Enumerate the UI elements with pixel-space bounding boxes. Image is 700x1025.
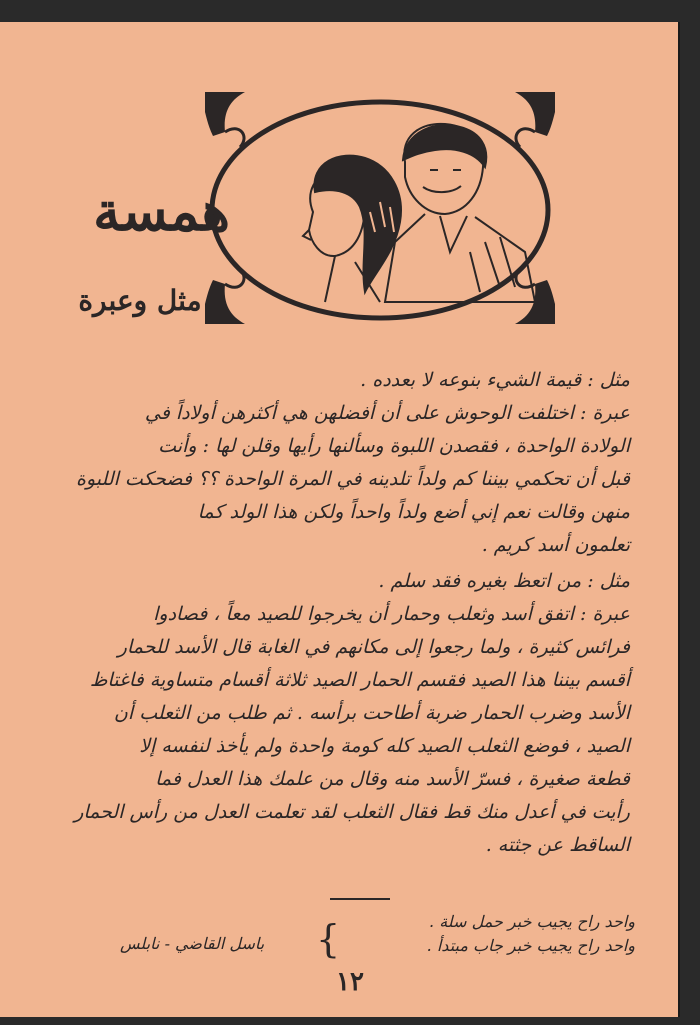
author-credit: باسل القاضي - نابلس [120, 934, 265, 953]
boy-drawing [385, 124, 535, 302]
article-body [48, 364, 630, 862]
text-line: فرائس كثيرة ، ولما رجعوا إلى مكانهم في الغابة قال الأسد للحمار [117, 636, 630, 658]
text-line: مثل : من اتعظ بغيره فقد سلم . [378, 570, 630, 592]
girl-drawing [303, 156, 401, 302]
text-line: أقسم بيننا هذا الصيد فقسم الحمار الصيد ثلاثة أقسام متساوية فاغتاظ [89, 669, 630, 691]
text-line: مثل : قيمة الشيء بنوعه لا بعدده . [360, 369, 630, 391]
text-line: الولادة الواحدة ، فقصدن اللبوة وسألنها رأيها وقلن لها : وأنت [158, 435, 630, 457]
text-line: منهن وقالت نعم إني أضع ولداً واحداً ولكن هذا الولد كما [197, 501, 630, 523]
poem-line: واحد راح يجيب خبر حمل سلة . [429, 912, 635, 931]
text-line: تعلمون أسد كريم . [481, 534, 630, 556]
page-number: ١٢ [336, 967, 364, 997]
text-line: الصيد ، فوضع الثعلب الصيد كله كومة واحدة ولم يأخذ لنفسه إلا [139, 735, 630, 757]
page-subtitle: مثل وعبرة [78, 284, 202, 317]
brace-symbol: } [316, 917, 341, 961]
text-line: الساقط عن جثته . [485, 834, 630, 856]
text-line: قبل أن تحكمي بيننا كم ولداً تلدينه في المرة الواحدة ؟؟ فضحكت اللبوة [76, 468, 630, 490]
text-line: قطعة صغيرة ، فسرّ الأسد منه وقال من علمك هذا العدل فما [155, 768, 630, 790]
poem-lines [335, 910, 635, 958]
poem-line: واحد راح يجيب خبر جاب مبتدأ . [426, 936, 635, 955]
illustration-frame [205, 92, 555, 324]
text-line: عبرة : اختلفت الوحوش على أن أفضلهن هي أكثرهن أولاداً في [144, 402, 630, 424]
page [0, 22, 680, 1017]
page-title: همسة [93, 179, 230, 243]
text-line: رأيت في أعدل منك قط فقال الثعلب لقد تعلمت العدل من رأس الحمار [74, 801, 630, 823]
text-line: الأسد وضرب الحمار ضربة أطاحت برأسه . ثم طلب من الثعلب أن [113, 702, 630, 724]
text-line: عبرة : اتفق أسد وثعلب وحمار أن يخرجوا للصيد معاً ، فصادوا [153, 603, 630, 625]
separator-rule [330, 898, 390, 900]
